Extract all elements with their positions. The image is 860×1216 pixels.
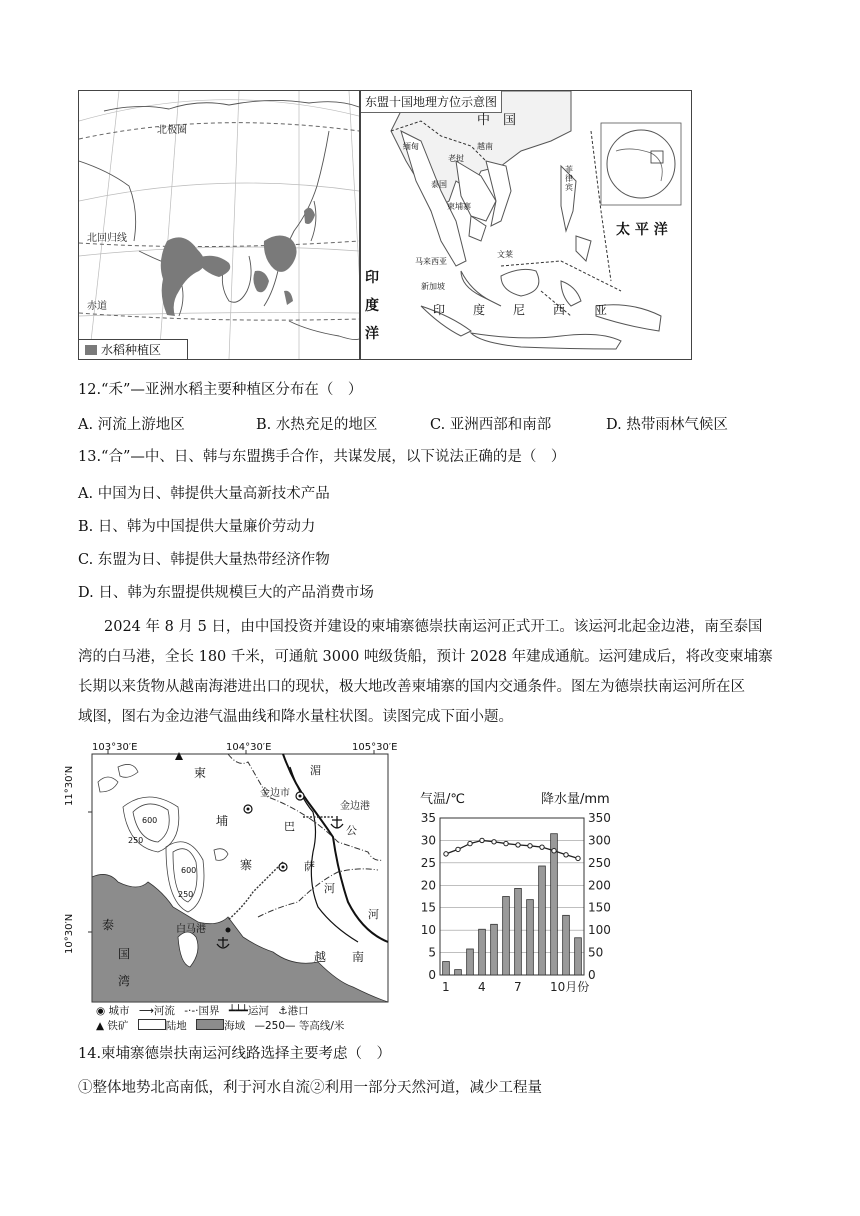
q13-option-b[interactable]: B. 日、韩为中国提供大量廉价劳动力 <box>78 519 316 535</box>
temp-point <box>480 838 484 842</box>
tropic-of-cancer-label: 北回归线 <box>87 233 127 244</box>
temp-point <box>516 843 520 847</box>
canal-lon-1: 103°30′E <box>92 742 138 753</box>
rice-legend-swatch <box>85 345 97 355</box>
rice-legend-label: 水稻种植区 <box>101 343 162 357</box>
label-bassac-3: 河 <box>324 882 335 895</box>
contour-label-4: 250 <box>178 890 194 899</box>
label-indian-ocean-1: 印 <box>365 270 379 286</box>
label-malaysia: 马来西亚 <box>415 257 447 266</box>
temp-point <box>552 849 556 853</box>
q14-statement-line: ①整体地势北高南低，利于河水自流②利用一部分天然河道，减少工程量 <box>78 1080 542 1096</box>
temp-point <box>456 847 460 851</box>
q13-stem: 13.“合”—中、日、韩与东盟携手合作，共谋发展，以下说法正确的是（ ） <box>78 449 566 465</box>
contour-label-2: 250 <box>128 836 144 845</box>
precip-bar <box>575 938 582 975</box>
month-tick-label: 1 <box>442 980 450 994</box>
label-bassac-2: 萨 <box>304 860 315 873</box>
precip-bar <box>467 949 474 975</box>
legend-sea: 海域 <box>224 1020 246 1032</box>
label-kampot-port: 白马港 <box>176 924 206 935</box>
asean-title: 东盟十国地理方位示意图 <box>361 91 502 113</box>
climate-chart <box>412 788 622 998</box>
land-swatch <box>138 1019 166 1030</box>
label-pacific: 太 平 洋 <box>616 222 668 238</box>
label-brunei: 文莱 <box>497 250 513 259</box>
label-cambodia-2: 埔 <box>216 814 229 828</box>
temp-point <box>528 844 532 848</box>
precip-tick-label: 350 <box>588 811 611 825</box>
label-philippines: 菲律宾 <box>565 165 573 192</box>
label-thailand: 泰国 <box>431 180 447 189</box>
precip-bar <box>491 924 498 975</box>
temp-tick-label: 10 <box>420 923 436 938</box>
label-mekong-1: 湄 <box>310 764 321 777</box>
label-vietnam-2: 南 <box>352 950 365 964</box>
temp-point <box>468 841 472 845</box>
precip-bar <box>527 900 534 975</box>
precip-bar <box>443 962 450 975</box>
q14-stem: 14.柬埔寨德崇扶南运河线路选择主要考虑（ ） <box>78 1046 392 1062</box>
precip-tick-label: 100 <box>588 923 611 938</box>
temp-tick-label: 25 <box>420 855 436 870</box>
precip-tick-label: 250 <box>588 855 611 870</box>
legend-canal: 运河 <box>247 1005 269 1017</box>
canal-lat-2: 10°30′N <box>64 913 75 954</box>
arctic-circle-label: 北极圈 <box>157 125 187 136</box>
passage-line-4: 域图，图右为金边港气温曲线和降水量柱状图。读图完成下面小题。 <box>78 709 513 725</box>
temp-point <box>540 845 544 849</box>
border-legend-icon: -·-· <box>184 1005 199 1017</box>
label-vietnam: 越南 <box>477 142 493 151</box>
temp-point <box>576 856 580 860</box>
precip-tick-label: 50 <box>588 945 604 960</box>
precip-bar <box>539 866 546 975</box>
precip-tick-label: 150 <box>588 900 611 915</box>
asean-map <box>360 90 692 360</box>
label-bassac-1: 巴 <box>284 820 295 833</box>
label-laos: 老挝 <box>448 154 464 163</box>
month-tick-label: 4 <box>478 980 486 994</box>
label-indian-ocean-3: 洋 <box>365 326 379 342</box>
label-mekong-2: 公 <box>346 824 357 837</box>
label-indonesia-2: 度 <box>473 303 486 317</box>
temp-point <box>564 853 568 857</box>
contour-label-3: 600 <box>181 866 197 875</box>
river-legend-icon: ⟶ <box>138 1005 154 1017</box>
passage <box>78 612 788 732</box>
canal-legend <box>96 1004 396 1034</box>
legend-river: 河流 <box>153 1005 175 1017</box>
q12-stem: 12.“禾”—亚洲水稻主要种植区分布在（ ） <box>78 382 363 398</box>
canal-legend-icon: ┷┷┷ <box>228 1005 248 1017</box>
precip-tick-label: 0 <box>588 968 596 982</box>
month-tick-label: 10月份 <box>550 980 590 994</box>
legend-land: 陆地 <box>165 1020 187 1032</box>
q13-option-d[interactable]: D. 日、韩为东盟提供规模巨大的产品消费市场 <box>78 585 374 601</box>
month-tick-label: 7 <box>514 980 522 994</box>
label-indian-ocean-2: 度 <box>365 298 379 314</box>
q12-option-b[interactable]: B. 水热充足的地区 <box>256 417 378 433</box>
label-cambodia: 柬埔寨 <box>447 202 471 211</box>
label-indonesia-3: 尼 <box>513 303 526 317</box>
temp-tick-label: 5 <box>428 945 436 960</box>
label-cambodia-3: 寨 <box>240 858 253 872</box>
label-mekong-3: 河 <box>368 908 379 921</box>
label-indonesia-4: 西 <box>553 303 566 317</box>
label-phnom-penh-city: 金边市 <box>260 788 290 799</box>
precip-tick-label: 300 <box>588 833 611 848</box>
label-gulf-1: 泰 <box>102 918 115 932</box>
q13-option-a[interactable]: A. 中国为日、韩提供大量高新技术产品 <box>78 486 330 502</box>
precip-bar <box>503 897 510 976</box>
temp-point <box>492 840 496 844</box>
canal-lon-2: 104°30′E <box>226 742 272 753</box>
climate-chart-svg <box>412 788 622 998</box>
temp-tick-label: 15 <box>420 900 436 915</box>
temp-tick-label: 0 <box>428 968 436 982</box>
temp-line <box>446 840 578 858</box>
anchor-icon: ⚓ <box>278 1005 288 1017</box>
temp-axis-label: 气温/℃ <box>420 792 465 807</box>
passage-line-2: 湾的白马港，全长 180 千米，可通航 3000 吨级货船，预计 2028 年建成通航。运河建成后，将改变柬埔寨 <box>78 649 773 665</box>
sea-swatch <box>196 1019 224 1030</box>
equator-label: 赤道 <box>87 301 107 312</box>
temp-tick-label: 35 <box>420 811 436 825</box>
label-gulf-3: 湾 <box>118 974 131 988</box>
iron-ore-icon: ▲ <box>96 1020 105 1032</box>
canal-legend-row-1 <box>96 1004 396 1019</box>
temp-point <box>504 841 508 845</box>
temp-tick-label: 30 <box>420 833 436 848</box>
label-vietnam-1: 越 <box>314 950 327 964</box>
q12-option-a[interactable]: A. 河流上游地区 <box>78 417 185 433</box>
label-singapore: 新加坡 <box>421 282 445 291</box>
canal-legend-row-2 <box>96 1019 396 1034</box>
precip-axis-label: 降水量/mm <box>541 792 610 807</box>
label-indonesia-5: 亚 <box>595 303 608 317</box>
passage-line-3: 长期以来货物从越南海港进出口的现状，极大地改善柬埔寨的国内交通条件。图左为德崇扶南运河所在区 <box>78 679 745 695</box>
canal-lat-1: 11°30′N <box>64 765 75 806</box>
legend-city: 城市 <box>108 1005 130 1017</box>
contour-label-1: 600 <box>142 816 158 825</box>
label-myanmar: 缅甸 <box>403 142 419 151</box>
legend-port: 港口 <box>287 1005 309 1017</box>
passage-line-1: 2024 年 8 月 5 日，由中国投资并建设的柬埔寨德崇扶南运河正式开工。该运河北起金边港，南至泰国 <box>104 619 763 635</box>
canal-lon-3: 105°30′E <box>352 742 398 753</box>
precip-bar <box>479 929 486 975</box>
asia-rice-map <box>78 90 360 360</box>
precip-tick-label: 200 <box>588 878 611 893</box>
canal-map <box>64 742 398 1037</box>
legend-contour: —250— 等高线/米 <box>254 1020 345 1032</box>
label-indonesia-1: 印 <box>433 303 446 317</box>
rice-legend <box>79 339 188 360</box>
legend-iron: 铁矿 <box>107 1020 129 1032</box>
q12-option-c[interactable]: C. 亚洲西部和南部 <box>430 417 552 433</box>
precip-bar <box>551 834 558 975</box>
label-cambodia-1: 柬 <box>194 766 207 780</box>
temp-point <box>444 852 448 856</box>
precip-bar <box>563 915 570 975</box>
label-gulf-2: 国 <box>118 947 131 961</box>
temp-tick-label: 20 <box>420 878 436 893</box>
precip-bar <box>515 888 522 975</box>
label-china: 中 国 <box>477 113 517 128</box>
precip-bar <box>455 970 462 975</box>
legend-border: 国界 <box>198 1005 220 1017</box>
q12-option-d[interactable]: D. 热带雨林气候区 <box>606 417 728 433</box>
label-phnom-penh-port: 金边港 <box>340 801 370 812</box>
city-legend-icon: ◉ <box>96 1005 106 1017</box>
q13-option-c[interactable]: C. 东盟为日、韩提供大量热带经济作物 <box>78 552 330 568</box>
